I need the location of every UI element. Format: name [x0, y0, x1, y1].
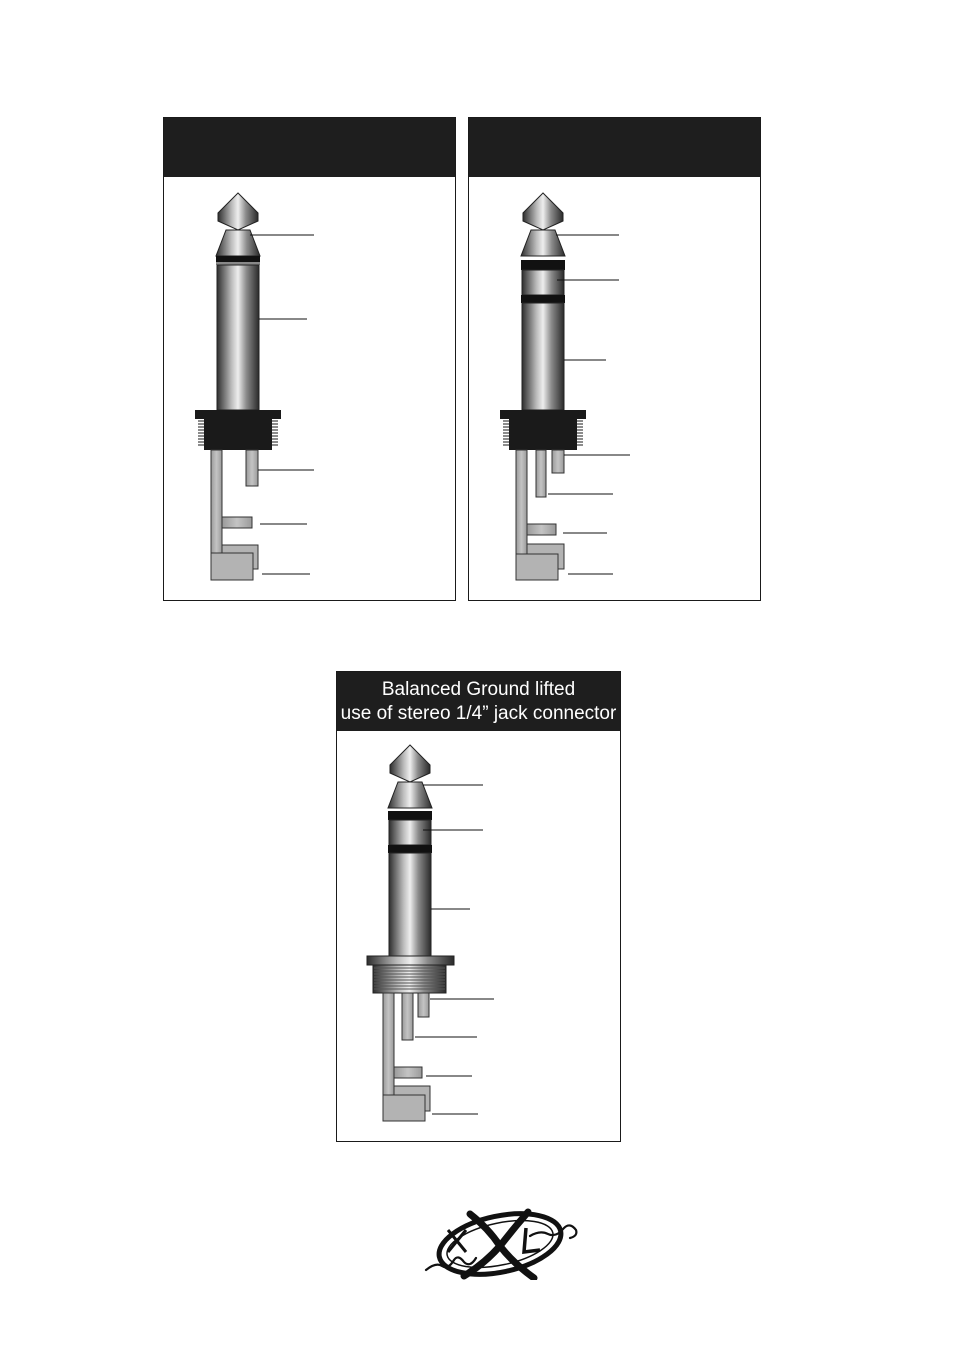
- xxl-inside-logo: [418, 1208, 582, 1280]
- panel-stereo-jack: [468, 117, 761, 601]
- jack-sleeve: [389, 853, 431, 956]
- pin-base: [211, 553, 253, 580]
- insulator-ring-2: [521, 295, 565, 303]
- pin-ring: [536, 450, 546, 497]
- jack-tip: [390, 745, 430, 782]
- jack-flange: [195, 410, 281, 419]
- panel-title-line-1: Balanced Ground lifted: [381, 679, 576, 700]
- jack-thread: [204, 419, 272, 450]
- insulator-ring-1: [388, 811, 432, 820]
- thread-left: [198, 421, 204, 445]
- jack-flange: [367, 956, 454, 965]
- pin-tip: [552, 450, 564, 473]
- jack-sleeve: [217, 265, 259, 410]
- pin-base: [516, 554, 558, 580]
- thread-left: [503, 421, 509, 445]
- jack-tip-lower: [521, 230, 565, 256]
- insulator-ring: [216, 256, 260, 262]
- panel-title-line-2: use of stereo 1/4” jack connector: [340, 703, 617, 724]
- insulator-ring-2: [388, 845, 432, 853]
- panel-balanced-ground-lifted: [336, 671, 621, 1142]
- balanced-jack-diagram: [337, 672, 622, 1143]
- jack-ring: [389, 820, 431, 845]
- pin-base: [383, 1095, 425, 1121]
- insulator-ring-1: [521, 260, 565, 270]
- pin-ring: [402, 993, 413, 1040]
- logo-l-stroke: [524, 1228, 540, 1252]
- stereo-jack-diagram: [469, 118, 762, 602]
- jack-flange: [500, 410, 586, 419]
- pin-tip: [418, 993, 429, 1017]
- pin-ground-tab: [394, 1067, 422, 1078]
- pin-ground-tab: [222, 517, 252, 528]
- panel-mono-jack: [163, 117, 456, 601]
- pin-tip: [246, 450, 258, 486]
- jack-tip: [523, 193, 563, 230]
- mono-jack-diagram: [164, 118, 457, 602]
- jack-thread: [509, 419, 577, 450]
- jack-tip-lower: [388, 782, 432, 808]
- thread-right: [577, 421, 583, 445]
- jack-tip: [218, 193, 258, 230]
- jack-tip-lower: [216, 230, 260, 256]
- jack-ring: [522, 270, 564, 295]
- pin-ground-tab: [527, 524, 556, 535]
- thread-right: [272, 421, 278, 445]
- jack-sleeve: [522, 303, 564, 410]
